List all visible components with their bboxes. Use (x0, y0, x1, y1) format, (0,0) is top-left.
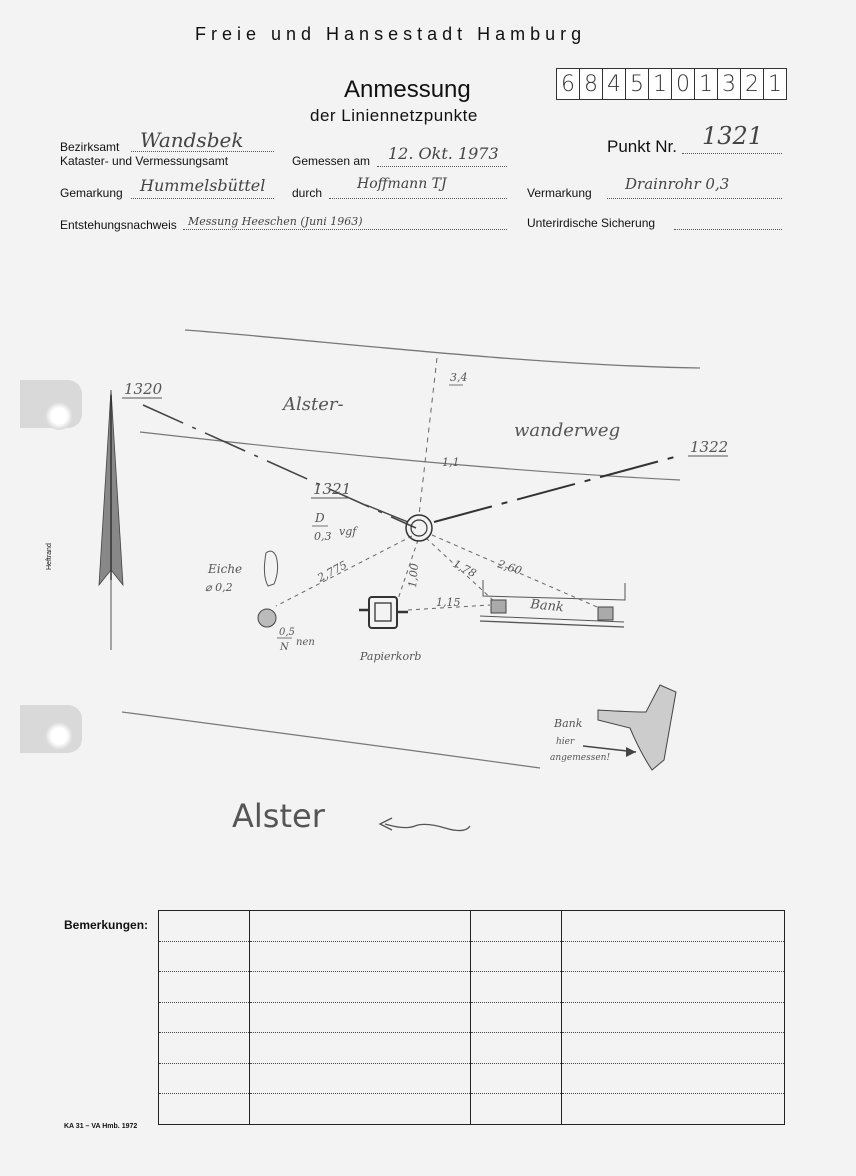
flow-direction-arrow-icon (380, 818, 470, 831)
line-to-3-4 (419, 358, 437, 515)
form-title: Anmessung (344, 76, 471, 103)
remarks-cell[interactable] (250, 911, 471, 942)
remarks-cell[interactable] (471, 1094, 561, 1125)
label-alster-river: Alster (232, 797, 325, 835)
line-to-1320 (143, 405, 416, 528)
label-eiche: Eiche (208, 562, 243, 576)
punkt-value: 1321 (702, 122, 764, 150)
remarks-row (159, 1094, 785, 1125)
gemessen-value: 12. Okt. 1973 (388, 144, 499, 163)
kataster-label: Kataster- und Vermessungsamt (60, 154, 229, 168)
remarks-cell[interactable] (561, 911, 784, 942)
id-digit: 3 (718, 69, 741, 99)
bezirksamt-label: Bezirksamt (60, 140, 120, 154)
remarks-cell[interactable] (561, 972, 784, 1003)
remarks-cell[interactable] (159, 1002, 250, 1033)
waste-bin-icon (359, 597, 408, 628)
remarks-cell[interactable] (471, 1033, 561, 1064)
remarks-cell[interactable] (561, 1002, 784, 1033)
label-alster: Alster- (283, 394, 344, 415)
remarks-row (159, 1033, 785, 1064)
label-bank-detail: Bank (554, 717, 583, 730)
id-digit: 0 (672, 69, 695, 99)
gemarkung-value: Hummelsbüttel (140, 176, 266, 195)
label-1322: 1322 (690, 438, 729, 456)
remarks-cell[interactable] (159, 911, 250, 942)
remarks-cell[interactable] (159, 972, 250, 1003)
id-digit: 2 (741, 69, 764, 99)
remarks-cell[interactable] (561, 1033, 784, 1064)
remarks-cell[interactable] (250, 972, 471, 1003)
remarks-cell[interactable] (159, 941, 250, 972)
sicherung-label: Unterirdische Sicherung (527, 216, 656, 230)
label-eiche-size: ⌀ 0,2 (205, 581, 233, 594)
vermarkung-value: Drainrohr 0,3 (625, 175, 730, 193)
remarks-cell[interactable] (250, 941, 471, 972)
remarks-cell[interactable] (471, 972, 561, 1003)
gemarkung-label: Gemarkung (60, 186, 123, 200)
line-to-1322 (434, 455, 682, 522)
label-0-5: 0,5 (279, 627, 295, 638)
id-digit: 1 (649, 69, 672, 99)
punkt-label: Punkt Nr. (607, 137, 677, 156)
label-2-60: 2,60 (496, 557, 524, 578)
label-n: N (280, 642, 289, 653)
remarks-row (159, 911, 785, 942)
label-marker-d: D (315, 511, 325, 525)
label-1320: 1320 (124, 380, 163, 398)
label-marker-note: vgf (339, 525, 357, 538)
heftrand-label: Heftrand (46, 543, 53, 570)
label-bank: Bank (529, 597, 565, 616)
remarks-cell[interactable] (250, 1063, 471, 1094)
gemessen-label: Gemessen am (292, 154, 371, 168)
label-1321: 1321 (313, 480, 352, 498)
label-hier: hier (556, 737, 575, 747)
label-1-15: 1,15 (436, 596, 461, 609)
label-papierkorb: Papierkorb (360, 650, 422, 663)
remarks-row (159, 1002, 785, 1033)
label-1-00: 1,00 (406, 562, 422, 589)
remarks-cell[interactable] (471, 941, 561, 972)
remarks-cell[interactable] (250, 1033, 471, 1064)
id-digit: 8 (580, 69, 603, 99)
label-nen: nen (296, 637, 315, 648)
remarks-cell[interactable] (471, 1063, 561, 1094)
remarks-table (158, 910, 785, 1125)
label-1-78: 1,78 (450, 557, 479, 581)
label-3-4: 3,4 (450, 371, 468, 384)
city-header: Freie und Hansestadt Hamburg (195, 24, 587, 44)
label-1-1: 1,1 (442, 456, 460, 469)
remarks-cell[interactable] (159, 1033, 250, 1064)
path-edge-upper (185, 330, 700, 368)
remarks-cell[interactable] (159, 1063, 250, 1094)
remarks-cell[interactable] (561, 941, 784, 972)
id-digit: 6 (557, 69, 580, 99)
durch-value: Hoffmann TJ (357, 176, 447, 192)
oak-tree-icon (258, 551, 278, 627)
remarks-label: Bemerkungen: (64, 918, 149, 932)
form-subtitle: der Liniennetzpunkte (310, 106, 478, 125)
remarks-row (159, 1063, 785, 1094)
entstehung-label: Entstehungsnachweis (60, 218, 177, 232)
form-footer: KA 31 – VA Hmb. 1972 (64, 1123, 138, 1130)
riverbank-line (122, 712, 540, 768)
remarks-row (159, 941, 785, 972)
remarks-cell[interactable] (250, 1094, 471, 1125)
remarks-cell[interactable] (250, 1002, 471, 1033)
id-digit: 5 (626, 69, 649, 99)
label-wanderweg: wanderweg (514, 420, 621, 441)
id-digit: 4 (603, 69, 626, 99)
id-digit: 1 (695, 69, 718, 99)
bezirksamt-value: Wandsbek (140, 128, 244, 152)
entstehung-value: Messung Heeschen (Juni 1963) (188, 215, 363, 228)
remarks-cell[interactable] (561, 1063, 784, 1094)
label-angemessen: angemessen! (550, 753, 611, 763)
remarks-cell[interactable] (561, 1094, 784, 1125)
label-2-775: 2,775 (315, 558, 350, 585)
north-arrow-icon (99, 390, 123, 650)
point-1321-marker (406, 515, 432, 541)
remarks-cell[interactable] (471, 911, 561, 942)
remarks-cell[interactable] (471, 1002, 561, 1033)
label-marker-size: 0,3 (314, 530, 332, 543)
durch-label: durch (292, 186, 323, 200)
id-digit: 1 (768, 71, 782, 97)
remarks-row (159, 972, 785, 1003)
vermarkung-label: Vermarkung (527, 186, 592, 200)
remarks-cell[interactable] (159, 1094, 250, 1125)
